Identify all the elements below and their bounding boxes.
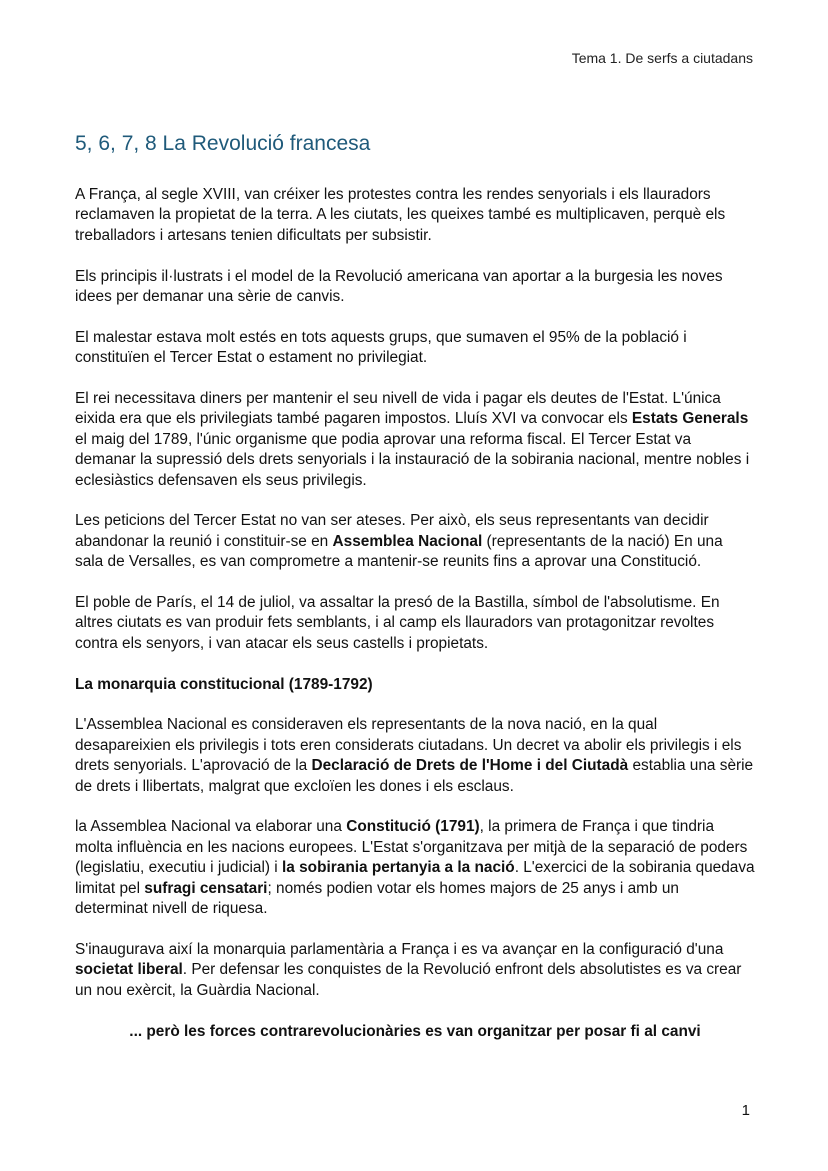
bold-term: Estats Generals [631, 410, 749, 428]
text-span: ; només podien votar els homes majors de 25 anys i amb un determinat nivell de riquesa. [75, 879, 679, 918]
text-span: , la primera de França i que tindria molta influència en les nacions europees. L'Estat s'organitzava per mitjà de la separació de poders (legislatiu, executiu i judicial) i [75, 818, 748, 877]
paragraph [75, 389, 755, 491]
text-span: El rei necessitava diners per mantenir el seu nivell de vida i pagar els deutes de l'Estat. L'única eixida era que els privilegiats també pagaren impostos. Lluís XVI va convocar els [75, 390, 721, 428]
text-span: . Per defensar les conquistes de la Revolució enfront dels absolutistes es va crear un nou exèrcit, la Guàrdia Nacional. [75, 961, 742, 999]
paragraph: A França, al segle XVIII, van créixer les protestes contra les rendes senyorials i els llauradors reclamaven la propietat de la terra. A les ciutats, les queixes també es multiplicaven, perquè els treballadors i artesans tenien dificultats per subsistir. [75, 186, 726, 244]
document-body [75, 185, 755, 1062]
paragraph: El poble de París, el 14 de juliol, va assaltar la presó de la Bastilla, símbol de l'absolutisme. En altres ciutats es van produir fets semblants, i al camp els llauradors van protagonitzar revoltes contra els senyors, i van atacar els seus castells i propietats. [75, 594, 720, 652]
text-span: . L'exercici de la sobirania quedava limitat pel [75, 859, 755, 897]
text-span: establia una sèrie de drets i llibertats, malgrat que excloïen les dones i els esclaus. [75, 757, 754, 795]
text-span: Les peticions del Tercer Estat no van ser ateses. Per això, els seus representants van decidir abandonar la reunió i constituir-se en [75, 512, 709, 550]
paragraph [75, 940, 755, 1001]
paragraph [75, 817, 755, 919]
paragraph: El malestar estava molt estés en tots aquests grups, que sumaven el 95% de la població i constituïen el Tercer Estat o estament no privilegiat. [75, 328, 687, 367]
subheading: La monarquia constitucional (1789-1792) [75, 675, 373, 693]
text-span: la Assemblea Nacional va elaborar una [75, 818, 347, 836]
bold-term: Constitució (1791) [346, 818, 480, 836]
paragraph [75, 715, 755, 797]
bold-term: Assemblea Nacional [332, 532, 483, 550]
text-span: L'Assemblea Nacional es consideraven els representants de la nova nació, en la qual desapareixien els privilegis i tots eren considerats ciutadans. Un decret va abolir els privilegis i els drets senyorials. L'aprovació de la [75, 716, 742, 775]
page-header: Tema 1. De serfs a ciutadans [571, 50, 753, 66]
bold-term: sufragi censatari [144, 879, 268, 897]
bold-term: societat liberal [75, 961, 183, 979]
paragraph: Els principis il·lustrats i el model de la Revolució americana van aportar a la burgesia les noves idees per demanar una sèrie de canvis. [75, 267, 723, 306]
section-title: 5, 6, 7, 8 La Revolució francesa [75, 132, 371, 155]
bold-term: Declaració de Drets de l'Home i del Ciutadà [311, 757, 629, 775]
text-span: (representants de la nació) En una sala de Versalles, es van comprometre a mantenir-se reunits fins a aprovar una Constitució. [75, 532, 723, 571]
closing-line: ... però les forces contrarevolucionàries es van organitzar per posar fi al canvi [129, 1022, 701, 1040]
paragraph [75, 511, 755, 572]
bold-term: la sobirania pertanyia a la nació [282, 859, 515, 877]
page-number: 1 [741, 1102, 750, 1119]
text-span: el maig del 1789, l'únic organisme que podia aprovar una reforma fiscal. El Tercer Estat va demanar la supressió dels drets senyorials i la instauració de la sobirania nacional, mentre nobles i eclesiàstics defensaven els seus privilegis. [75, 430, 750, 489]
text-span: S'inaugurava així la monarquia parlamentària a França i es va avançar en la configuració d'una [75, 940, 724, 958]
